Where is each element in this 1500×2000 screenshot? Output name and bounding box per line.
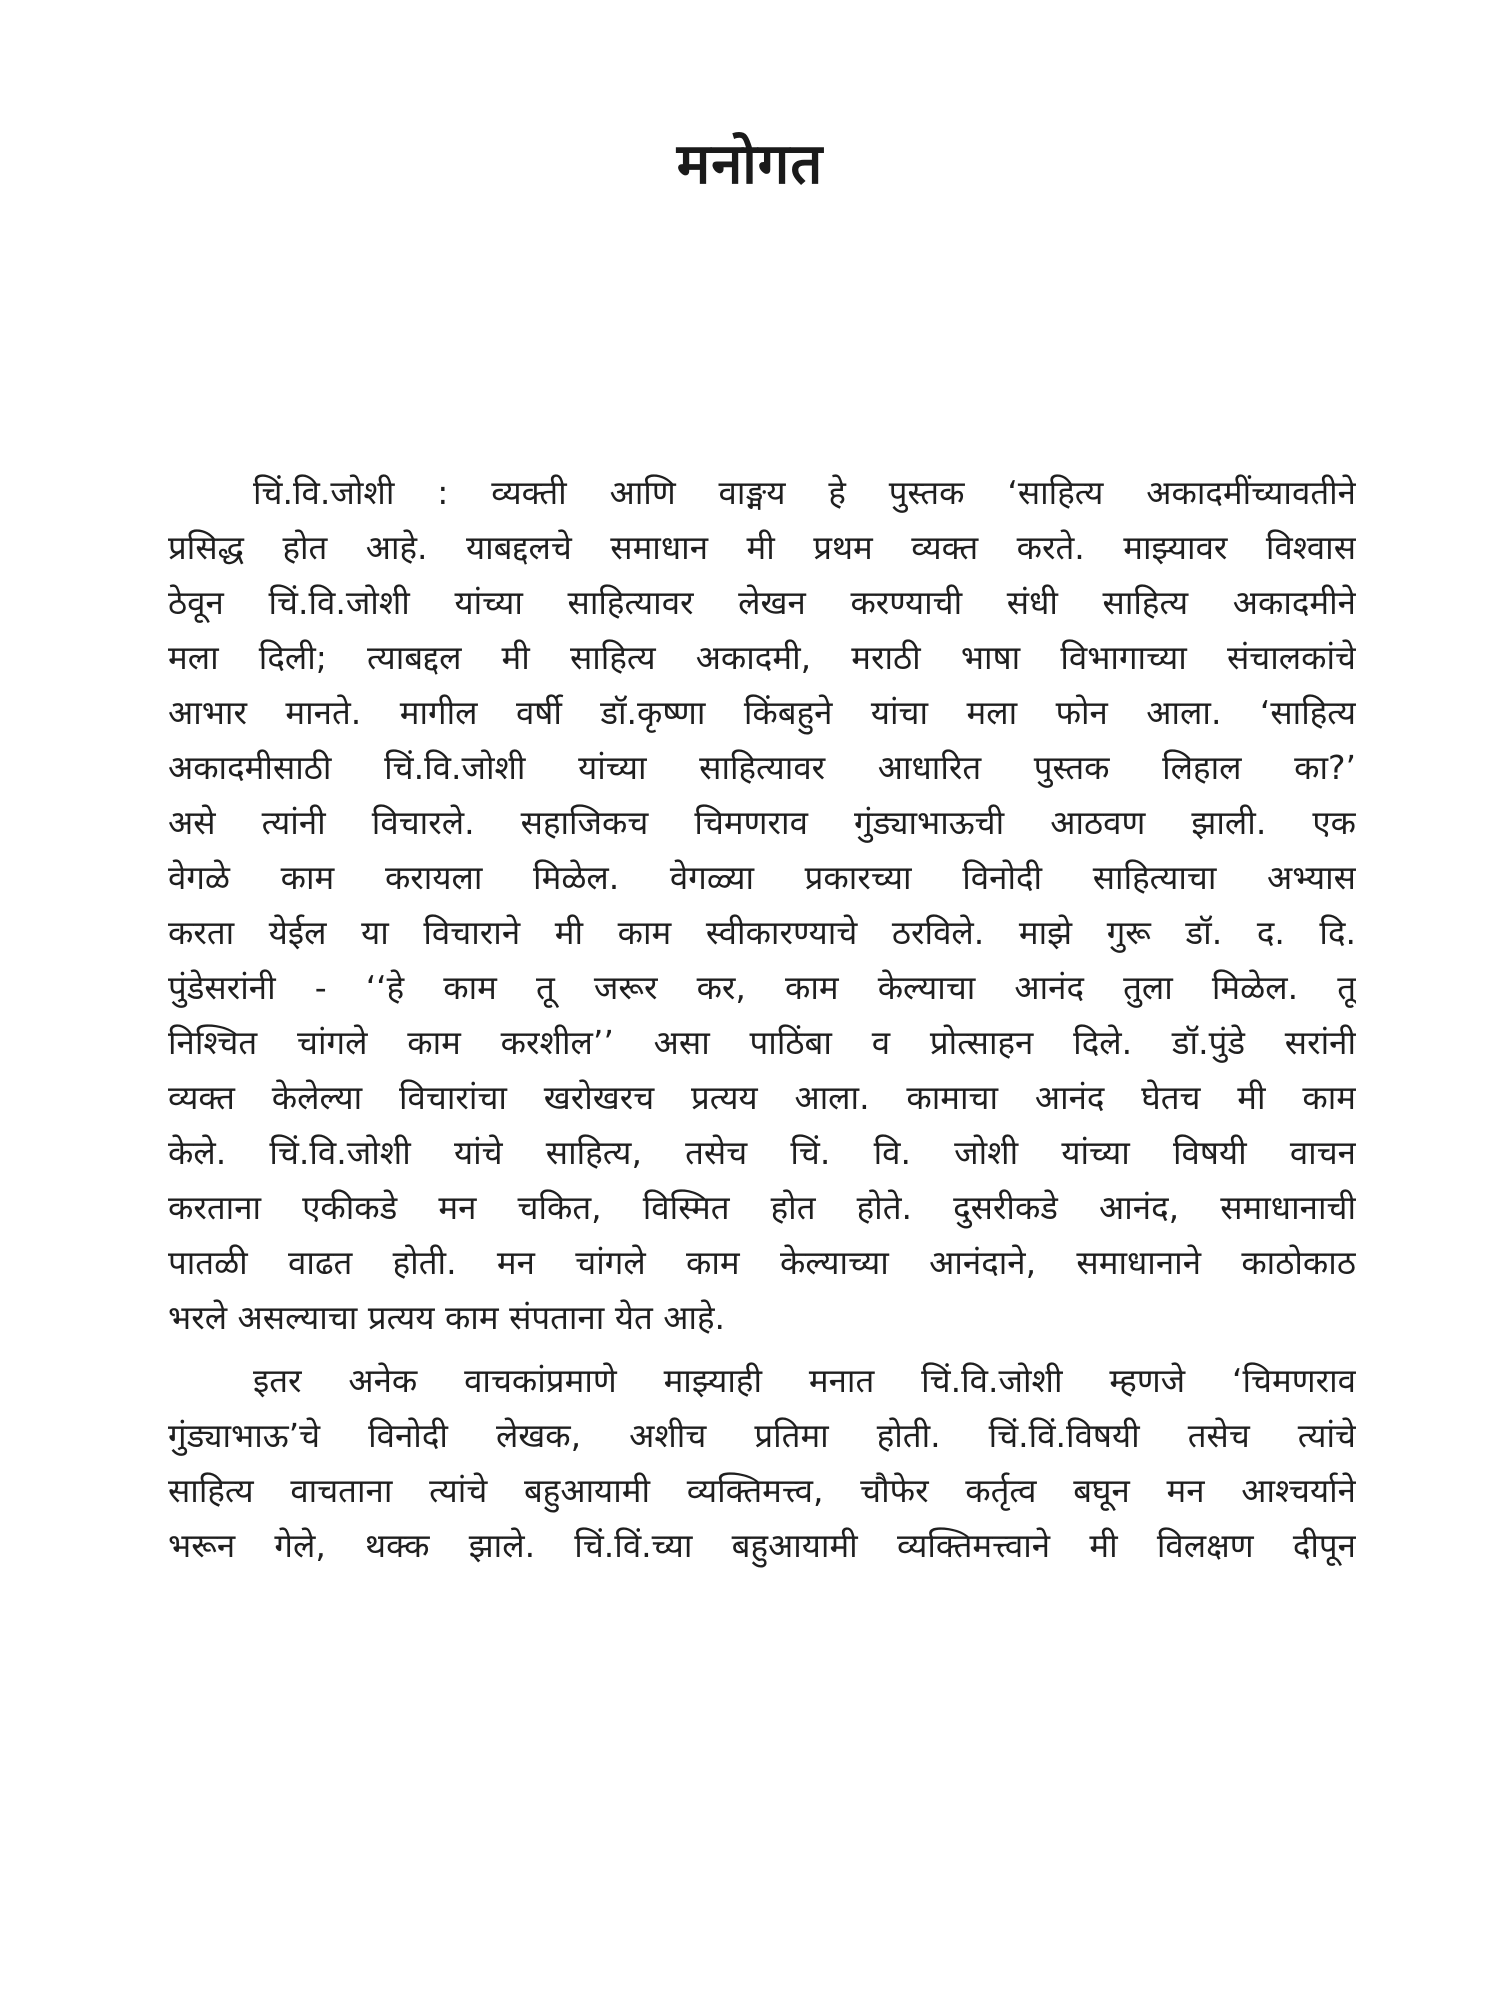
text-line: भरले असल्याचा प्रत्यय काम संपताना येत आहे.: [168, 1298, 726, 1337]
text-line: भरून गेले, थक्क झाले. चिं.विं.च्या बहुआयामी व्यक्तिमत्त्वाने मी विलक्षण दीपून: [168, 1526, 1356, 1565]
text-line: प्रसिद्ध होत आहे. याबद्दलचे समाधान मी प्रथम व्यक्त करते. माझ्यावर विश्वास: [168, 528, 1356, 567]
text-line: आभार मानते. मागील वर्षी डॉ.कृष्णा किंबहुने यांचा मला फोन आला. ‘साहित्य: [168, 693, 1356, 732]
text-line: निश्चित चांगले काम करशील’’ असा पाठिंबा व प्रोत्साहन दिले. डॉ.पुंडे सरांनी: [168, 1023, 1356, 1062]
text-line: करता येईल या विचाराने मी काम स्वीकारण्याचे ठरविले. माझे गुरू डॉ. द. दि.: [168, 913, 1356, 952]
text-line: वेगळे काम करायला मिळेल. वेगळ्या प्रकारच्या विनोदी साहित्याचा अभ्यास: [168, 858, 1356, 897]
text-line: पुंडेसरांनी - ‘‘हे काम तू जरूर कर, काम केल्याचा आनंद तुला मिळेल. तू: [168, 968, 1356, 1007]
paragraph-2: [168, 1353, 1356, 1573]
text-line: पातळी वाढत होती. मन चांगले काम केल्याच्या आनंदाने, समाधानाने काठोकाठ: [168, 1243, 1356, 1282]
text-line: साहित्य वाचताना त्यांचे बहुआयामी व्यक्तिमत्त्व, चौफेर कर्तृत्व बघून मन आश्चर्याने: [168, 1471, 1356, 1510]
body-text: [168, 465, 1356, 1573]
text-line: इतर अनेक वाचकांप्रमाणे माझ्याही मनात चिं.वि.जोशी म्हणजे ‘चिमणराव: [253, 1361, 1356, 1400]
text-line: व्यक्त केलेल्या विचारांचा खरोखरच प्रत्यय आला. कामाचा आनंद घेतच मी काम: [168, 1078, 1356, 1117]
text-line: अकादमीसाठी चिं.वि.जोशी यांच्या साहित्यावर आधारित पुस्तक लिहाल का?’: [168, 748, 1356, 787]
text-line: केले. चिं.वि.जोशी यांचे साहित्य, तसेच चिं. वि. जोशी यांच्या विषयी वाचन: [168, 1133, 1356, 1172]
text-line: मला दिली; त्याबद्दल मी साहित्य अकादमी, मराठी भाषा विभागाच्या संचालकांचे: [168, 638, 1356, 677]
paragraph-1: [168, 465, 1356, 1345]
text-line: करताना एकीकडे मन चकित, विस्मित होत होते. दुसरीकडे आनंद, समाधानाची: [168, 1188, 1356, 1227]
page-title: मनोगत: [676, 132, 824, 197]
text-line: गुंड्याभाऊ’चे विनोदी लेखक, अशीच प्रतिमा होती. चिं.विं.विषयी तसेच त्यांचे: [168, 1416, 1356, 1455]
text-line: असे त्यांनी विचारले. सहाजिकच चिमणराव गुंड्याभाऊची आठवण झाली. एक: [168, 803, 1356, 842]
text-line: ठेवून चिं.वि.जोशी यांच्या साहित्यावर लेखन करण्याची संधी साहित्य अकादमीने: [168, 583, 1356, 622]
text-line: चिं.वि.जोशी : व्यक्ती आणि वाङ्मय हे पुस्तक ‘साहित्य अकादमींच्यावतीने: [253, 473, 1356, 512]
